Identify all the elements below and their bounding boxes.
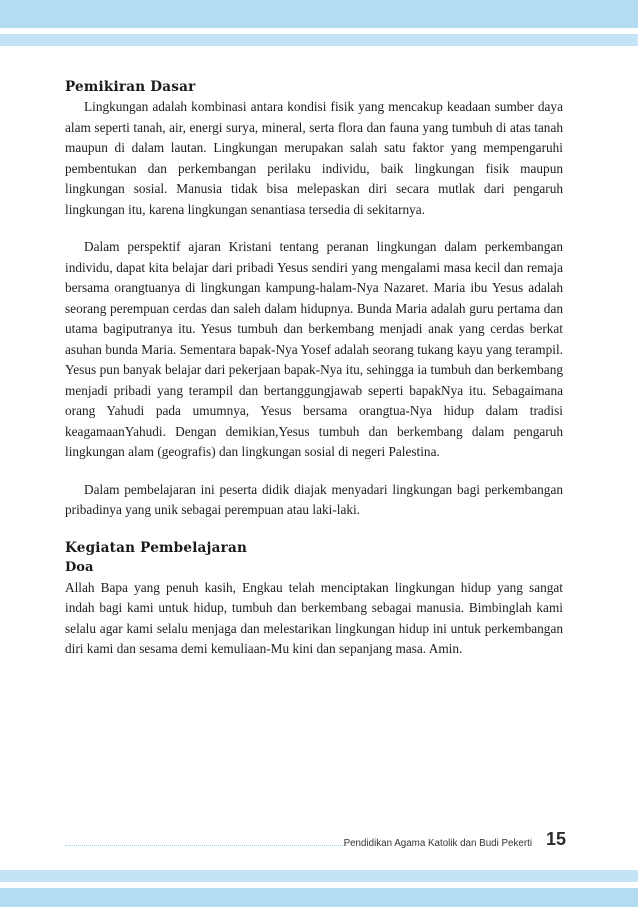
footer-band-stripe [0,870,638,882]
footer-band-bottom [0,888,638,907]
footer-book-title: Pendidikan Agama Katolik dan Budi Pekerti [343,838,532,849]
subheading-doa: Doa [65,559,94,575]
section-heading-pemikiran-dasar: Pemikiran Dasar [65,79,196,95]
footer-divider [65,845,347,846]
paragraph-pembelajaran: Dalam pembelajaran ini peserta didik diajak menyadari lingkungan bagi perkembangan pribadinya yang unik sebagai perempuan atau laki-laki. [65,481,563,517]
paragraph-doa: Allah Bapa yang penuh kasih, Engkau telah menciptakan lingkungan hidup yang sangat indah bagi kami untuk hidup, tumbuh dan berkembang sebagai manusia. Bimbinglah kami selalu agar kami selalu menjaga dan melestarikan lingkungan hidup ini untuk perkembangan diri kami dan sesama demi kemuliaan-Mu kini dan sepanjang masa. Amin. [65,579,563,656]
header-band-top [0,0,638,28]
header-band-stripe [0,34,638,46]
paragraph-perspektif-kristiani: Dalam perspektif ajaran Kristani tentang peranan lingkungan dalam perkembangan individu, dapat kita belajar dari pribadi Yesus sendiri yang mengalami masa kecil dan remaja bersama orangtuanya di lingkungan kampung-halam-Nya Nazaret. Maria ibu Yesus adalah seorang perempuan cerdas dan saleh dalam hidupnya. Bunda Maria adalah guru pertama dan utama bagiputranya itu. Yesus tumbuh dan berkembang menjadi anak yang cerdas berkat asuhan bunda Maria. Sementara bapak-Nya Yosef adalah seorang tukang kayu yang terampil. Yesus pun banyak belajar dari pekerjaan bapak-Nya itu, sehingga ia tumbuh dan berkembang menjadi pribadi yang terampil dan bertanggungjawab seperti bapakNya itu. Sebagaimana orang Yahudi pada umumnya, Yesus bersama orangtua-Nya hidup dalam tradisi keagamaanYahudi. Dengan demikian,Yesus tumbuh dan berkembang dalam pengaruh lingkungan alam (geografis) dan lingkungan sosial di negeri Palestina. [65,239,563,459]
page-content [65,77,563,660]
section-heading-kegiatan-pembelajaran: Kegiatan Pembelajaran [65,539,248,556]
paragraph-lingkungan: Lingkungan adalah kombinasi antara kondisi fisik yang mencakup keadaan sumber daya alam seperti tanah, air, energi surya, mineral, serta flora dan fauna yang tumbuh di atas tanah maupun di dalam lautan. Lingkungan merupakan salah satu faktor yang mempengaruhi pembentukan dan perkembangan perilaku individu, baik lingkungan fisik maupun lingkungan sosial. Manusia tidak bisa melepaskan diri secara mutlak dari pengaruh lingkungan itu, karena lingkungan senantiasa tersedia di sekitarnya. [65,99,563,217]
page-number: 15 [545,829,566,849]
